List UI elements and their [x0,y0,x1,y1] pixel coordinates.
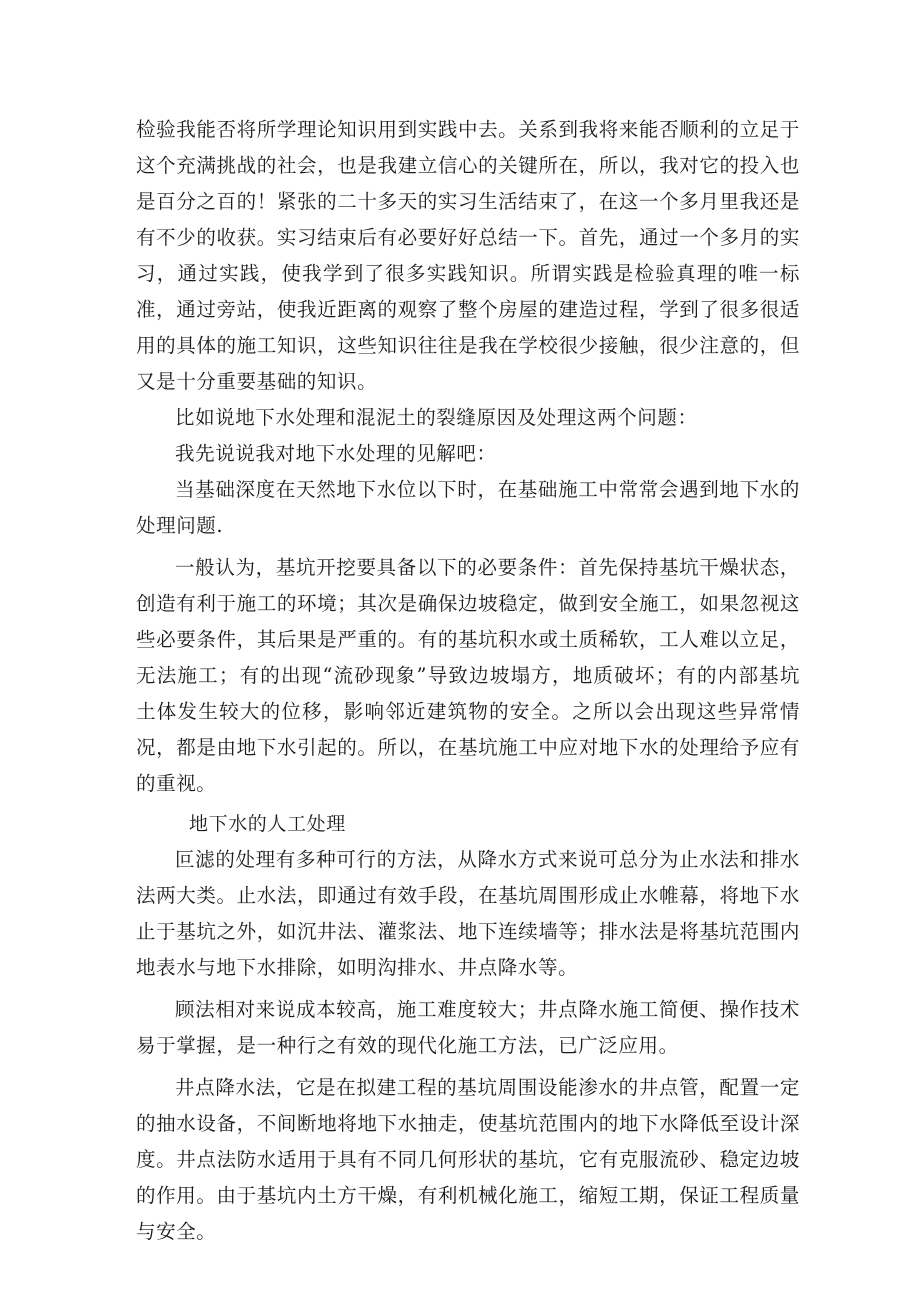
paragraph-treatment-methods: 叵滤的处理有多种可行的方法，从降水方式来说可总分为止水法和排水法两大类。止水法，即通过有效手段，在基坑周围形成止水帷幕，将地下水止于基坑之外，如沉井法、灌浆法、地下连续墙等；排水法是将基坑范围内地表水与地下水排除，如明沟排水、井点降水等。 [136,848,800,979]
paragraph-practice-summary: 检验我能否将所学理论知识用到实践中去。关系到我将来能否顺利的立足于这个充满挑战的社会，也是我建立信心的关键所在，所以，我对它的投入也是百分之百的！紧张的二十多天的实习生活结束了，在这一个多月里我还是有不少的收获。实习结束后有必要好好总结一下。首先，通过一个多月的实习，通过实践，使我学到了很多实践知识。所谓实践是检验真理的唯一标准，通过旁站，使我近距离的观察了整个房屋的建造过程，学到了很多很适用的具体的施工知识，这些知识往往是我在学校很少接触，很少注意的，但又是十分重要基础的知识。 [136,118,800,393]
document-body [136,112,800,1250]
paragraph-topics-intro: 比如说地下水处理和混泥土的裂缝原因及处理这两个问题： [175,406,698,429]
paragraph-excavation-conditions: 一般认为，基坑开挖要具备以下的必要条件：首先保持基坑干燥状态，创造有利于施工的环境；其次是确保边坡稳定，做到安全施工，如果忽视这些必要条件，其后果是严重的。有的基坑积水或土质稀软，工人难以立足，无法施工；有的出现“流砂现象”导致边坡塌方，地质破坏；有的内部基坑土体发生较大的位移，影响邻近建筑物的安全。之所以会出现这些异常情况，都是由地下水引起的。所以，在基坑施工中应对地下水的处理给予应有的重视。 [136,556,800,795]
paragraph-cost-comparison: 顾法相对来说成本较高，施工难度较大；井点降水施工简便、操作技术易于掌握，是一种行之有效的现代化施工方法，已广泛应用。 [136,998,800,1057]
paragraph-groundwater-intro: 我先说说我对地下水处理的见解吧： [175,442,497,465]
paragraph-well-point-dewatering: 井点降水法，它是在拟建工程的基坑周围设能渗水的井点管，配置一定的抽水设备，不间断地将地下水抽走，使基坑范围内的地下水降低至设计深度。井点法防水适用于具有不同几何形状的基坑，它有克服流砂、稳定边坡的作用。由于基坑内土方干燥，有利机械化施工，缩短工期，保证工程质量与安全。 [136,1076,800,1243]
paragraph-foundation-depth: 当基础深度在天然地下水位以下时，在基础施工中常常会遇到地下水的处理问题. [136,478,800,537]
section-heading-groundwater-treatment: 地下水的人工处理 [189,813,346,835]
